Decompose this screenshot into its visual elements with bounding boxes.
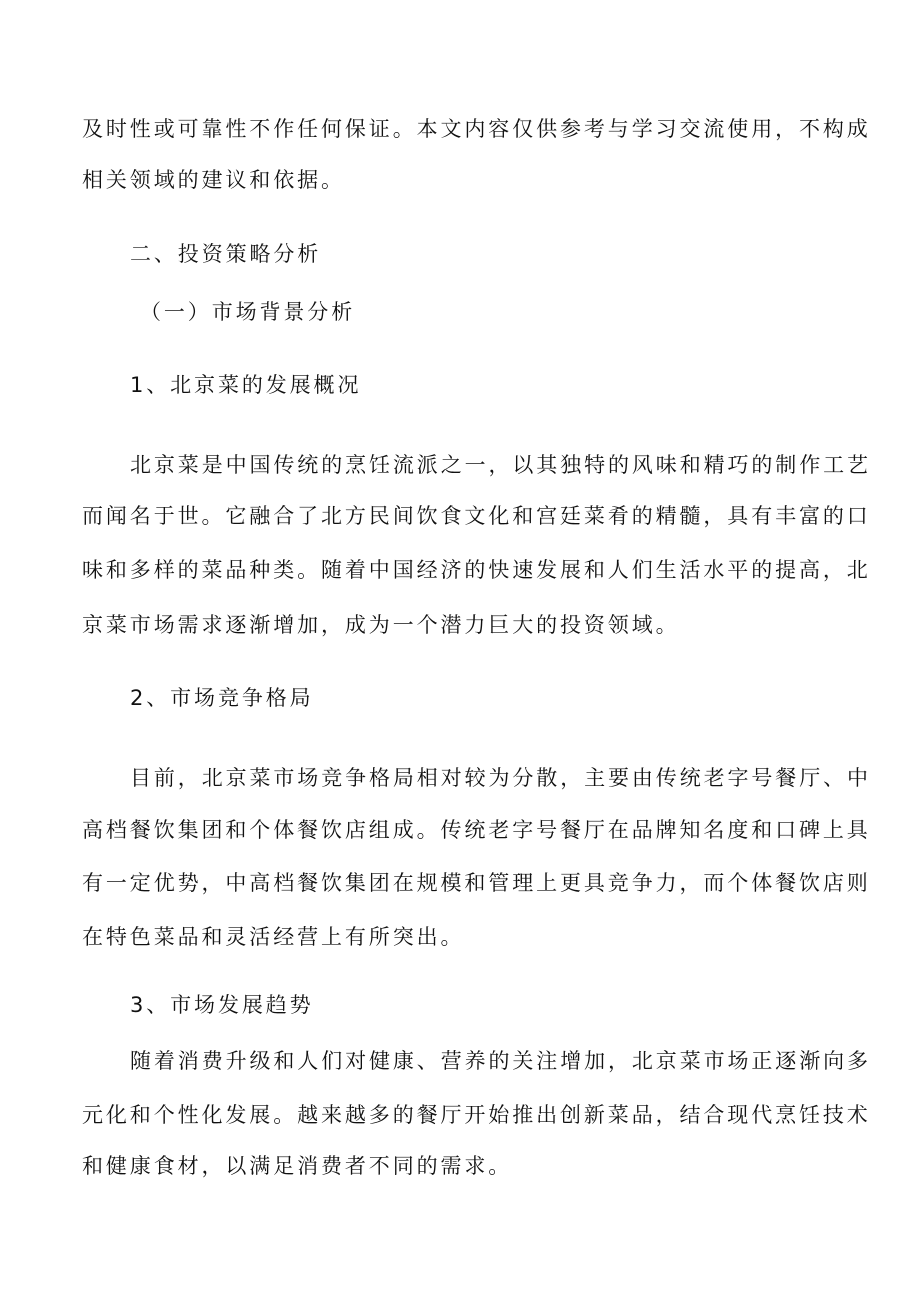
paragraph-line: 随着消费升级和人们对健康、营养的关注增加，北京菜市场正逐渐向多 xyxy=(130,1049,871,1073)
paragraph-line: 北京菜是中国传统的烹饪流派之一，以其独特的风味和精巧的制作工艺 xyxy=(130,453,871,477)
paragraph-line: 目前，北京菜市场竞争格局相对较为分散，主要由传统老字号餐厅、中 xyxy=(130,766,871,790)
intro-line: 相关领域的建议和依据。 xyxy=(82,168,345,192)
paragraph-line: 元化和个性化发展。越来越多的餐厅开始推出创新菜品，结合现代烹饪技术 xyxy=(82,1103,871,1127)
paragraph-line: 在特色菜品和灵活经营上有所突出。 xyxy=(82,925,465,949)
paragraph-line: 有一定优势，中高档餐饮集团在规模和管理上更具竞争力，而个体餐饮店则 xyxy=(82,871,871,895)
paragraph-line: 和健康食材，以满足消费者不同的需求。 xyxy=(82,1154,513,1178)
paragraph-line: 高档餐饮集团和个体餐饮店组成。传统老字号餐厅在品牌知名度和口碑上具 xyxy=(82,818,871,842)
subsection-heading: （一）市场背景分析 xyxy=(140,300,356,324)
paragraph-line: 而闻名于世。它融合了北方民间饮食文化和宫廷菜肴的精髓，具有丰富的口 xyxy=(82,504,871,528)
paragraph-line: 京菜市场需求逐渐增加，成为一个潜力巨大的投资领域。 xyxy=(82,613,680,637)
paragraph-line: 味和多样的菜品种类。随着中国经济的快速发展和人们生活水平的提高，北 xyxy=(82,558,871,582)
section-heading: 二、投资策略分析 xyxy=(130,242,322,266)
intro-line: 及时性或可靠性不作任何保证。本文内容仅供参考与学习交流使用，不构成 xyxy=(82,117,871,141)
item-heading: 2、市场竞争格局 xyxy=(130,686,314,710)
item-heading: 1、北京菜的发展概况 xyxy=(130,373,362,397)
item-heading: 3、市场发展趋势 xyxy=(130,993,314,1017)
